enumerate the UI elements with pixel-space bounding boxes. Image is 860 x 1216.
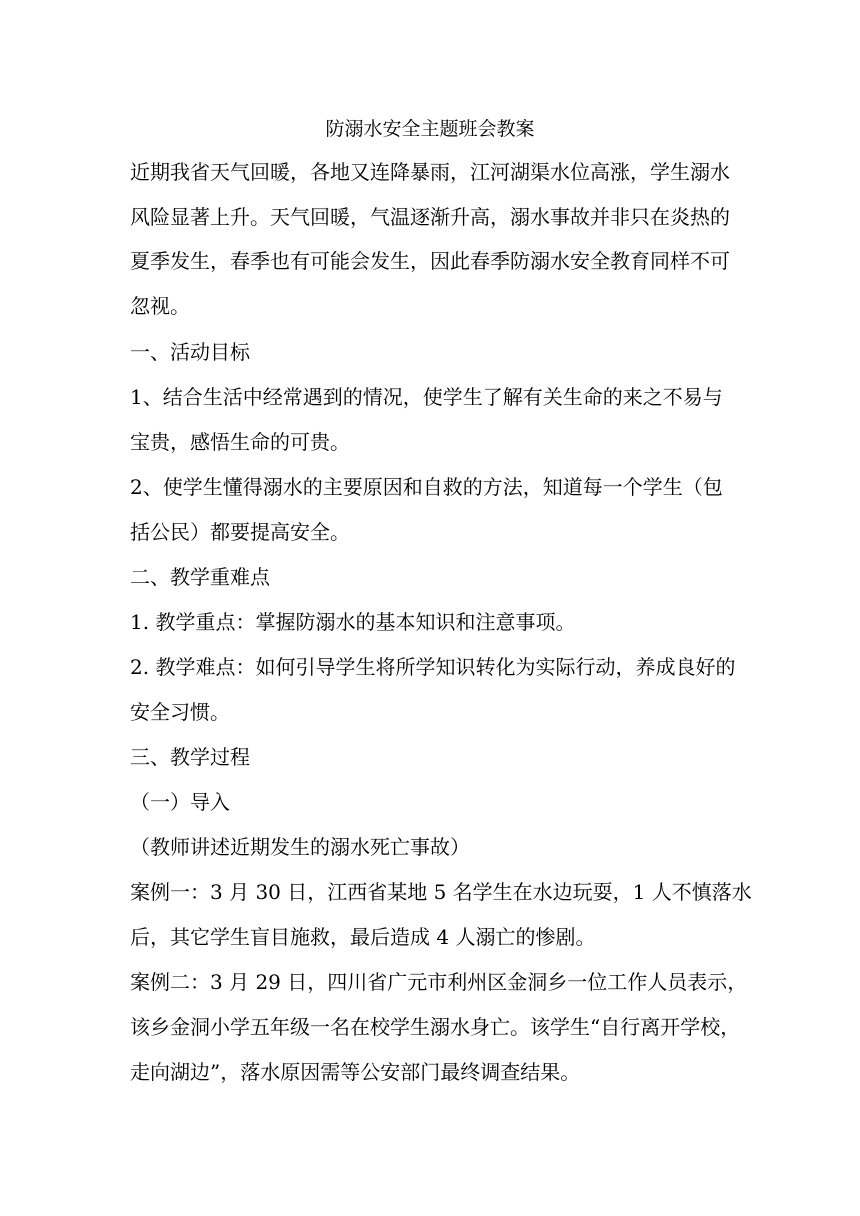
paragraph-line: 1、结合生活中经常遇到的情况，使学生了解有关生命的来之不易与 [130, 385, 723, 409]
paragraph-line: （教师讲述近期发生的溺水死亡事故） [130, 835, 470, 859]
paragraph-line: 后，其它学生盲目施救，最后造成 4 人溺亡的惨剧。 [130, 925, 596, 949]
paragraph-line: 案例一：3 月 30 日，江西省某地 5 名学生在水边玩耍，1 人不慎落水 [130, 880, 752, 904]
paragraph-line: 该乡金洞小学五年级一名在校学生溺水身亡。该学生“自行离开学校， [130, 1015, 741, 1039]
paragraph-line: 走向湖边”，落水原因需等公安部门最终调查结果。 [130, 1060, 581, 1084]
paragraph-line: 安全习惯。 [130, 700, 230, 724]
document-title: 防溺水安全主题班会教案 [325, 118, 535, 140]
paragraph-line: 忽视。 [130, 294, 190, 318]
paragraph-line: 案例二：3 月 29 日，四川省广元市利州区金洞乡一位工作人员表示， [130, 970, 748, 994]
paragraph-line: 近期我省天气回暖，各地又连降暴雨，江河湖渠水位高涨，学生溺水 [130, 160, 730, 184]
paragraph-line: 宝贵，感悟生命的可贵。 [130, 430, 350, 454]
section-heading: 二、教学重难点 [130, 565, 270, 589]
section-heading: 三、教学过程 [130, 745, 250, 769]
paragraph-line: 夏季发生，春季也有可能会发生，因此春季防溺水安全教育同样不可 [130, 249, 730, 273]
paragraph-line: 风险显著上升。天气回暖，气温逐渐升高，溺水事故并非只在炎热的 [130, 205, 730, 229]
subsection-heading: （一）导入 [130, 790, 230, 814]
section-heading: 一、活动目标 [130, 340, 250, 364]
paragraph-line: 2. 教学难点：如何引导学生将所学知识转化为实际行动，养成良好的 [130, 655, 736, 679]
paragraph-line: 2、使学生懂得溺水的主要原因和自救的方法，知道每一个学生（包 [130, 475, 723, 499]
paragraph-line: 1. 教学重点：掌握防溺水的基本知识和注意事项。 [130, 610, 576, 634]
paragraph-line: 括公民）都要提高安全。 [130, 520, 350, 544]
